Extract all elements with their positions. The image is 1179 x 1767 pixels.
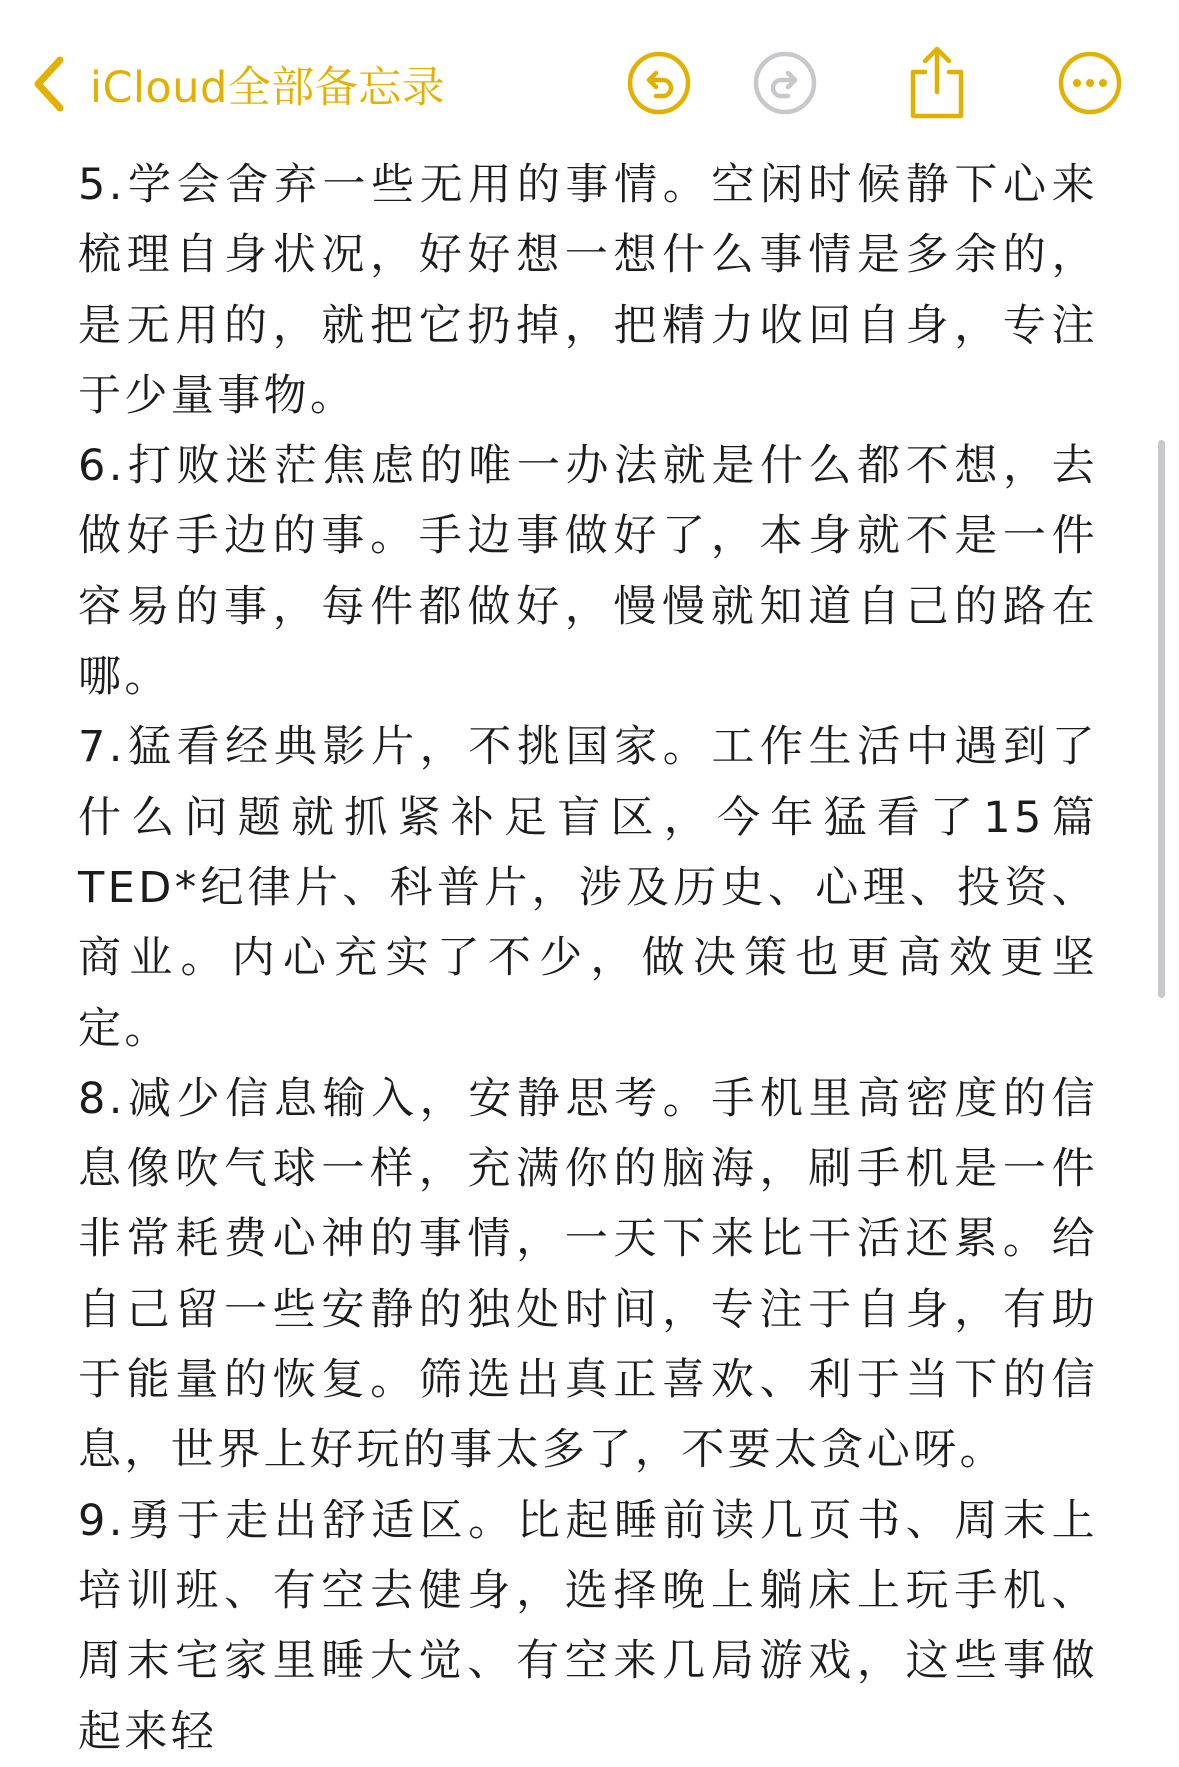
back-button-label: iCloud全部备忘录: [90, 62, 446, 113]
undo-icon: [626, 50, 692, 116]
more-button[interactable]: [1057, 50, 1123, 116]
share-button[interactable]: [905, 44, 969, 122]
note-body[interactable]: [78, 150, 1098, 1767]
redo-icon: [752, 50, 818, 116]
note-paragraph: 9.勇于走出舒适区。比起睡前读几页书、周末上培训班、有空去健身，选择晚上躺床上玩手机、周末宅家里睡大觉、有空来几局游戏，这些事做起来轻: [78, 1495, 1098, 1757]
share-icon: [905, 44, 969, 122]
scroll-indicator[interactable]: [1158, 440, 1165, 998]
note-paragraph: 8.减少信息输入，安静思考。手机里高密度的信息像吹气球一样，充满你的脑海，刷手机是一件非常耗费心神的事情，一天下来比干活还累。给自己留一些安静的独处时间，专注于自身，有助于能量的恢复。筛选出真正喜欢、利于当下的信息，世界上好玩的事太多了，不要太贪心呀。: [78, 1073, 1098, 1476]
navigation-bar: [0, 0, 1179, 170]
redo-button[interactable]: [752, 50, 818, 116]
note-paragraph: 7.猛看经典影片，不挑国家。工作生活中遇到了什么问题就抓紧补足盲区，今年猛看了15篇 TED*纪律片、科普片，涉及历史、心理、投资、商业。内心充实了不少，做决策也更高效更坚定。: [78, 722, 1098, 1054]
note-paragraph: 6.打败迷茫焦虑的唯一办法就是什么都不想，去做好手边的事。手边事做好了，本身就不是一件容易的事，每件都做好，慢慢就知道自己的路在哪。: [78, 441, 1098, 703]
note-paragraph: 5.学会舍弃一些无用的事情。空闲时候静下心来梳理自身状况，好好想一想什么事情是多余的，是无用的，就把它扔掉，把精力收回自身，专注于少量事物。: [78, 160, 1098, 421]
chevron-left-icon: [30, 54, 70, 114]
more-icon: [1057, 50, 1123, 116]
back-button[interactable]: [30, 48, 445, 120]
undo-button[interactable]: [626, 50, 692, 116]
